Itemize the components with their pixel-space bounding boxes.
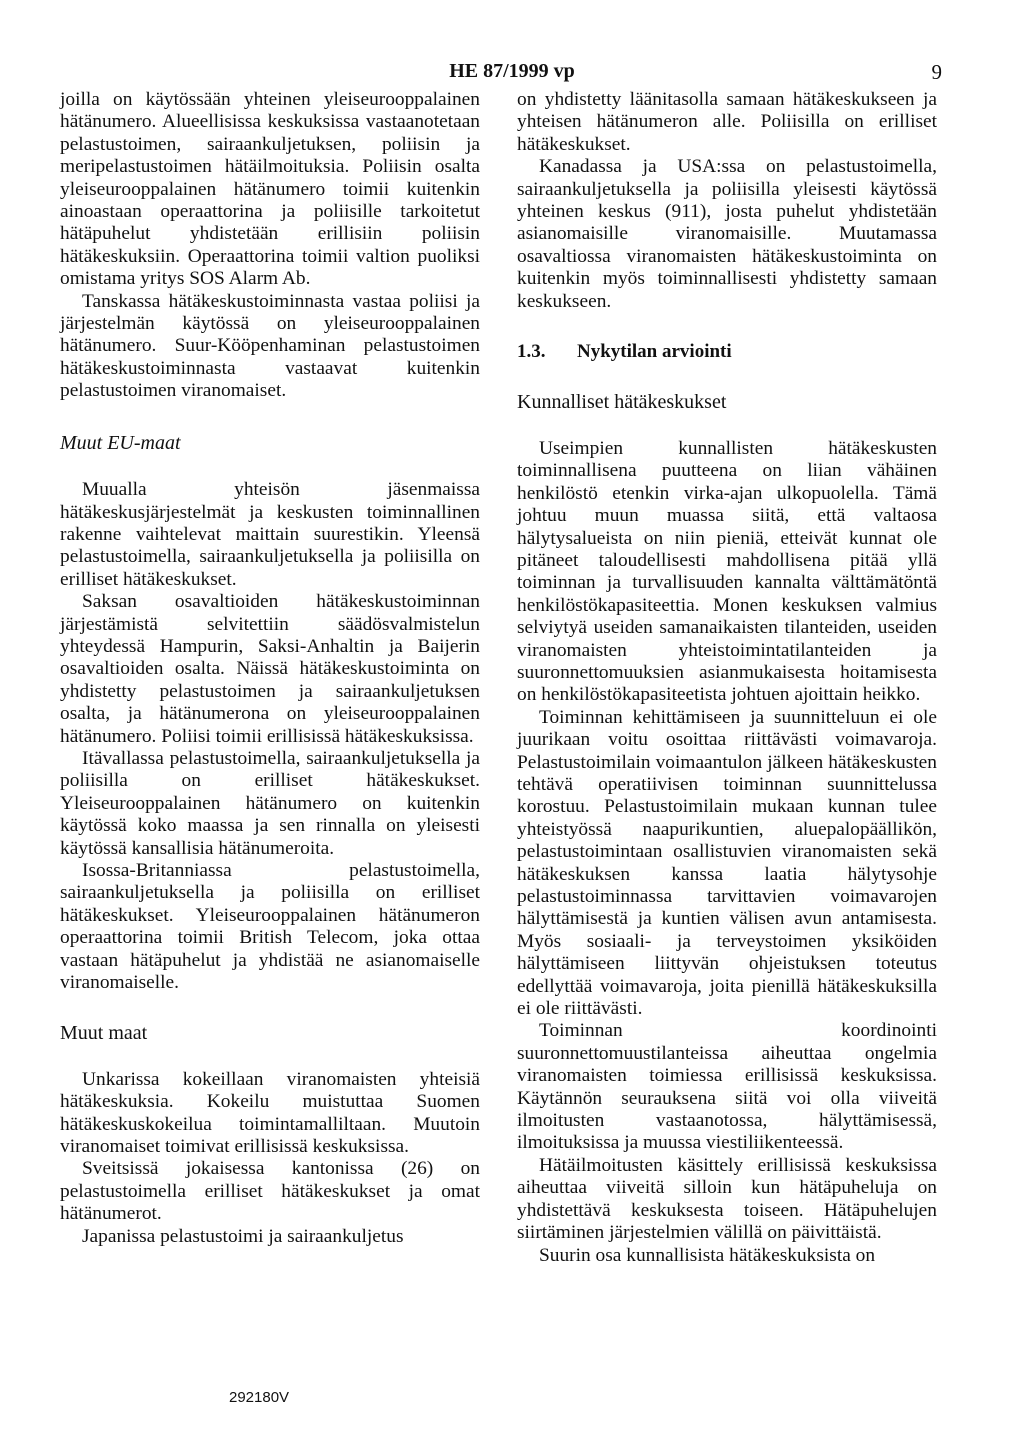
paragraph: Toiminnan koordinointi suuronnettomuustilanteissa aiheuttaa ongelmia viranomaisten toimiessa erillisissä keskuksissa. Käytännön seurauksena siitä voi olla viiveitä ilmoitusten vastaanotossa, hälyttämisessä, ilmoituksissa ja muussa viestiliikenteessä. (517, 1020, 937, 1154)
paragraph: Sveitsissä jokaisessa kantonissa (26) on pelastustoimella erilliset hätäkeskukset ja omat hätänumerot. (60, 1158, 480, 1225)
paragraph: Hätäilmoitusten käsittely erillisissä keskuksissa aiheuttaa viiveitä silloin kun hätäpuheluja on yhdistettävä keskuksesta toiseen. Hätäpuhelujen siirtäminen järjestelmien välillä on päivittäistä. (517, 1154, 937, 1244)
subheading-muut-maat: Muut maat (60, 1022, 148, 1045)
paragraph: Suurin osa kunnallisista hätäkeskuksista on (539, 1244, 876, 1266)
footer-code: 292180V (229, 1389, 290, 1406)
section-heading (517, 341, 937, 363)
section-number: 1.3. (517, 341, 546, 363)
page-number: 9 (931, 60, 942, 84)
paragraph: Saksan osavaltioiden hätäkeskustoiminnan järjestämistä selvitettiin säädösvalmistelun yhteydessä Hampurin, Saksi-Anhaltin ja Baijerin osavaltioiden osalta. Näissä hätäkeskustoiminta on yhdistetty pelastustoimen ja sairaankuljetuksen osalta, ja hätänumerona on yleiseurooppalainen hätänumero. Poliisi toimii erillisissä hätäkeskuksissa. (60, 591, 480, 747)
paragraph: Isossa-Britanniassa pelastustoimella, sairaankuljetuksella ja poliisilla on erilliset hätäkeskukset. Yleiseurooppalainen hätänumeron operaattorina toimii British Telecom, joka ottaa vastaan hätäpuhelut ja yhdistää ne asianomaiselle viranomaiselle. (60, 860, 480, 994)
section-title: Nykytilan arviointi (577, 341, 732, 363)
paragraph: Itävallassa pelastustoimella, sairaankuljetuksella ja poliisilla on erilliset hätäkeskukset. Yleiseurooppalainen hätänumero on kuitenkin käytössä koko maassa ja sen rinnalla on yleisesti käytössä kansallisia hätänumeroita. (60, 747, 480, 859)
right-column (517, 89, 937, 1267)
document-header: HE 87/1999 vp (449, 60, 575, 82)
paragraph: Kanadassa ja USA:ssa on pelastustoimella, sairaankuljetuksella ja poliisilla yleisesti käytössä yhteinen keskus (911), josta puhelut yhdistetään asianomaisille viranomaisille. Muutamassa osavaltiossa viranomaisten hätäkeskustoiminta on kuitenkin myös toiminnallisesti yhdistetty samaan keskukseen. (517, 156, 937, 312)
paragraph: Unkarissa kokeillaan viranomaisten yhteisiä hätäkeskuksia. Kokeilu muistuttaa Suomen hätäkeskuskokeilua toimintamalliltaan. Muutoin viranomaiset toimivat erillisissä keskuksissa. (60, 1068, 480, 1158)
subheading-kunnalliset: Kunnalliset hätäkeskukset (517, 391, 727, 414)
paragraph: Japanissa pelastustoimi ja sairaankuljetus (82, 1225, 404, 1247)
paragraph: on yhdistetty läänitasolla samaan hätäkeskukseen ja yhteisen hätänumeron alle. Poliisilla on erilliset hätäkeskukset. (517, 89, 937, 155)
left-column (60, 89, 480, 1248)
paragraph: Tanskassa hätäkeskustoiminnasta vastaa poliisi ja järjestelmän käytössä on yleiseurooppalainen hätänumero. Suur-Kööpenhaminan pelastustoimen hätäkeskustoiminnasta vastaavat kuitenkin pelastustoimen viranomaiset. (60, 290, 480, 402)
paragraph: Useimpien kunnallisten hätäkeskusten toiminnallisena puutteena on liian vähäinen henkilöstö etenkin virka-ajan ulkopuolella. Tämä johtuu muun muassa siitä, että valtaosa hälytysalueista on niin pieniä, etteivät kunnat ole pitäneet taloudellisesti mahdollisena pitää yllä toiminnan ja turvallisuuden kannalta välttämätöntä henkilöstökapasiteettia. Monen keskuksen valmius selviytyä useiden samanaikaisten tilanteiden, useiden viranomaisten yhteistoimintatilanteiden ja suuronnettomuuksien asianmukaisesta hoitamisesta on henkilöstökapasiteetista johtuen ajoittain heikko. (517, 437, 937, 706)
paragraph: Muualla yhteisön jäsenmaissa hätäkeskusjärjestelmät ja keskusten toiminnallinen rakenne vaihtelevat maittain suurestikin. Yleensä pelastustoimella, sairaankuljetuksella ja poliisilla on erilliset hätäkeskukset. (60, 479, 480, 590)
subheading-muut-eu-maat: Muut EU-maat (60, 431, 181, 454)
paragraph: joilla on käytössään yhteinen yleiseurooppalainen hätänumero. Alueellisissa keskuksissa vastaanotetaan pelastustoimen, sairaankuljetuksen, poliisin ja meripelastustoimen hätäilmoituksia. Poliisin osalta yleiseurooppalainen hätänumero toimii kuitenkin ainoastaan operaattorina ja poliisille tarkoitetut hätäpuhelut yhdistetään erillisiin poliisin hätäkeskuksiin. Operaattorina toimii valtion puoliksi omistama yritys SOS Alarm Ab. (60, 89, 480, 290)
paragraph: Toiminnan kehittämiseen ja suunnitteluun ei ole juurikaan voitu osoittaa riittävästi voimavaroja. Pelastustoimilain voimaantulon jälkeen hätäkeskusten tehtävä operatiivisen toiminnan suunnittelussa korostuu. Pelastustoimilain mukaan kunnan tulee yhteistyössä naapurikuntien, aluepalopäällikön, pelastustoimintaan osallistuvien viranomaisten sekä hätäkeskuksen kanssa laatia hälytysohje pelastustoiminnassa tarvittavien voimavarojen hälyttämisestä ja kuntien välisen avun antamisesta. Myös sosiaali- ja terveystoimen yksiköiden hälyttämiseen liittyvän ohjeistuksen toteutus edellyttää voimavaroja, joita pienillä hätäkeskuksilla ei ole riittävästi. (517, 706, 937, 1020)
